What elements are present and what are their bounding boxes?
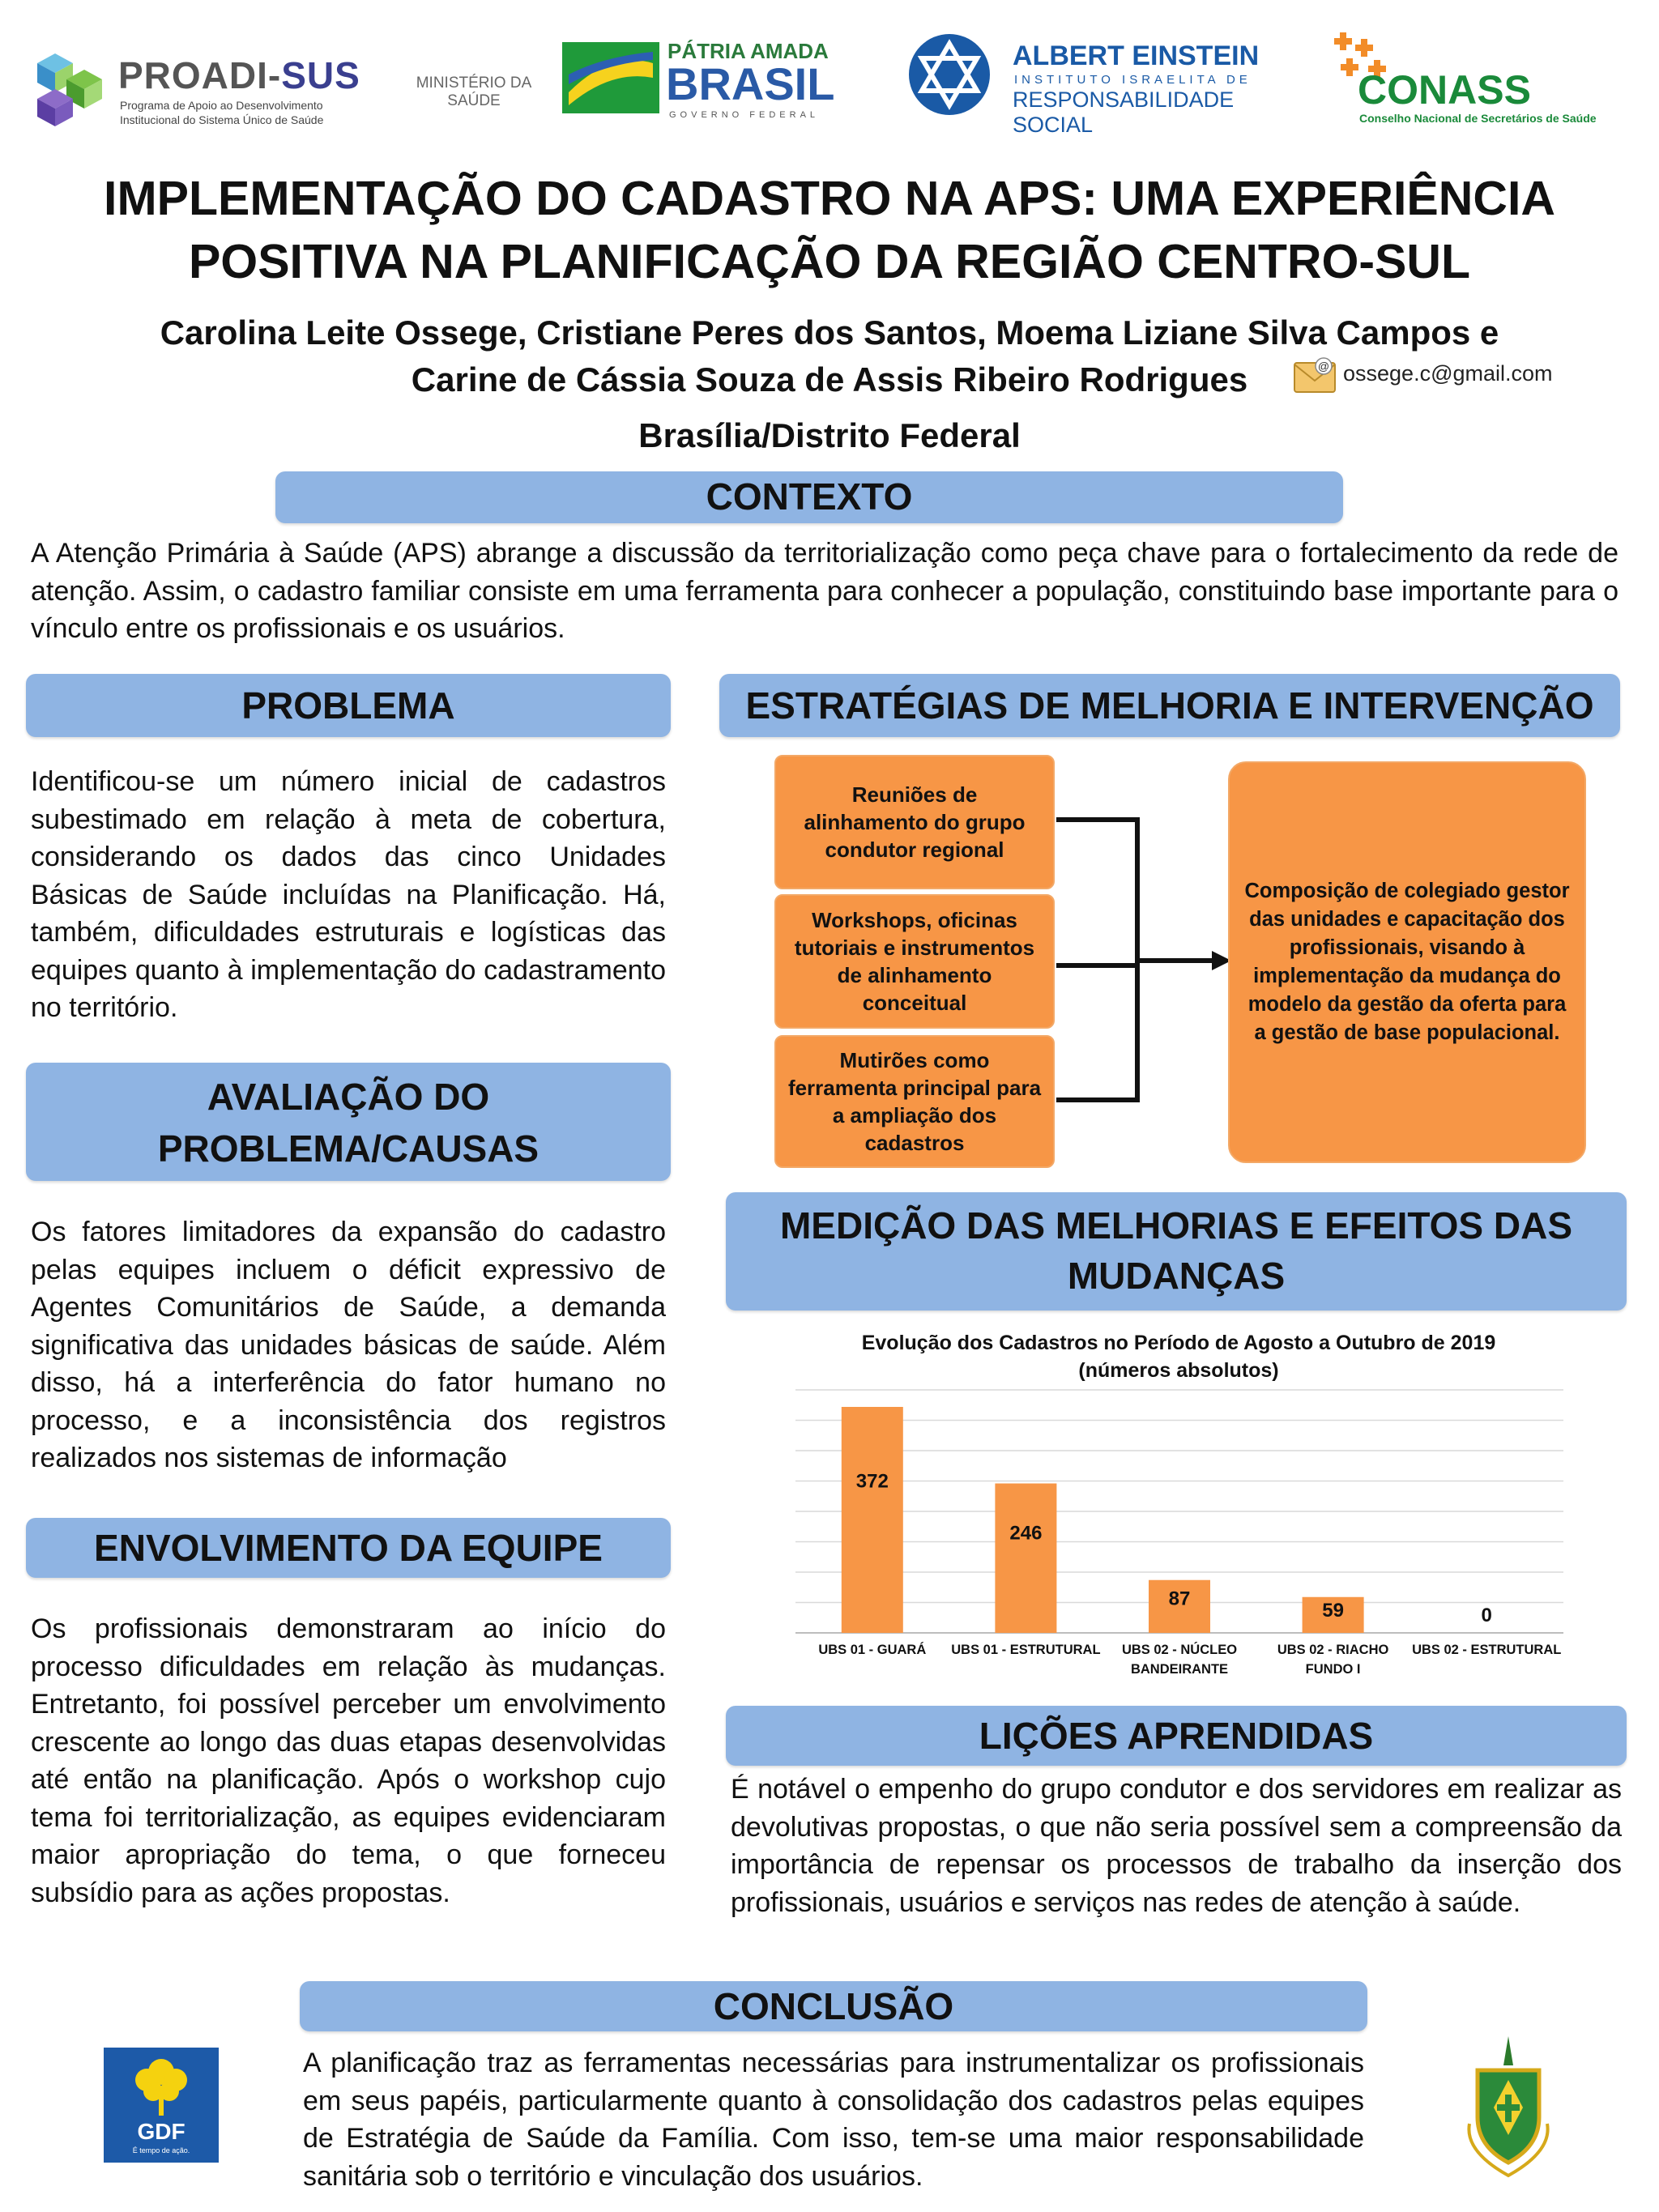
medicao-heading-line-1: MEDIÇÃO DAS MELHORIAS E EFEITOS DAS	[779, 1204, 1573, 1247]
gdf-tagline: É tempo de ação.	[132, 2146, 190, 2154]
chart-data-label: 372	[855, 1470, 889, 1493]
conass-name: CONASS	[1358, 67, 1531, 113]
chart-plot-area	[778, 1325, 1580, 1690]
conclusao-text: A planificação traz as ferramentas necessárias para instrumentalizar os profissionais em seus papéis, particularmente quanto à consolidação dos cadastros pelas equipes de Estratégia de Saúde da Família. Com isso, tem-se uma maior responsabilidade sanitária sob o território e vinculação dos usuários.	[303, 2048, 1364, 2192]
gdf-label: GDF	[137, 2119, 186, 2144]
chart-bar	[995, 1484, 1056, 1634]
patria-amada-brasil-logo	[559, 34, 834, 123]
section-header-conclusao: CONCLUSÃO	[300, 1981, 1367, 2031]
chart-data-label: 246	[1009, 1522, 1043, 1545]
strategy-result-box: Composição de colegiado gestor das unidades e capacitação dos profissionais, visando à implementação da mudança do modelo da gestão da oferta para a gestão de base populacional.	[1228, 761, 1586, 1163]
envolvimento-text: Os profissionais demonstraram ao início do processo dificuldades em relação às mudanças. Entretanto, foi possível perceber um envolvimento crescente ao longo das duas etapas desenvolvidas até então na planificação. Após o workshop cujo tema foi territorialização, as equipes evidenciaram maior apropriação do tema, o que forneceu subsídio para as ações propostas.	[31, 1613, 666, 1908]
chart-category-label: UBS 02 - NÚCLEO	[1121, 1643, 1238, 1657]
einstein-line3: RESPONSABILIDADE SOCIAL	[1013, 87, 1235, 137]
chart-bar	[842, 1407, 903, 1633]
strategy-flow-arrows	[1053, 802, 1233, 1110]
einstein-star-icon	[907, 32, 992, 117]
proadi-sus-logo	[31, 47, 371, 136]
authors-line-1: Carolina Leite Ossege, Cristiane Peres dos Santos, Moema Liziane Silva Campos e	[160, 313, 1499, 352]
authors	[0, 309, 1659, 403]
strategy-box-reunioes: Reuniões de alinhamento do grupo condutor regional	[774, 755, 1055, 889]
section-header-envolvimento: ENVOLVIMENTO DA EQUIPE	[26, 1518, 671, 1578]
chart-data-label: 0	[1481, 1605, 1492, 1626]
df-coat-of-arms-icon	[1460, 2033, 1557, 2179]
title-line-1: IMPLEMENTAÇÃO DO CADASTRO NA APS: UMA EXPERIÊNCIA	[104, 172, 1555, 225]
bar-chart	[778, 1325, 1580, 1690]
section-header-avaliacao	[26, 1063, 671, 1181]
chart-category-label: UBS 02 - ESTRUTURAL	[1412, 1643, 1562, 1657]
avaliacao-heading-line-2: PROBLEMA/CAUSAS	[157, 1127, 539, 1170]
chart-data-label: 87	[1168, 1588, 1191, 1610]
proadi-name-bold: SUS	[281, 54, 360, 96]
section-header-estrategias: ESTRATÉGIAS DE MELHORIA E INTERVENÇÃO	[719, 674, 1620, 737]
einstein-line1: ALBERT EINSTEIN	[1013, 40, 1260, 71]
chart-category-label: UBS 01 - GUARÁ	[818, 1643, 927, 1657]
patria-line1: PÁTRIA AMADA	[667, 39, 829, 63]
chart-data-label: 59	[1322, 1599, 1344, 1622]
proadi-cubes-icon	[31, 50, 109, 128]
section-header-licoes: LIÇÕES APRENDIDAS	[726, 1706, 1627, 1766]
ministerio-saude-logo	[409, 75, 539, 120]
section-header-problema: PROBLEMA	[26, 674, 671, 737]
chart-category-label: FUNDO I	[1305, 1662, 1361, 1677]
gdf-logo	[104, 2048, 219, 2163]
email-envelope-icon	[1293, 356, 1337, 394]
chart-category-label: UBS 02 - RIACHO	[1277, 1643, 1389, 1657]
conass-subtitle: Conselho Nacional de Secretários de Saúde	[1359, 112, 1597, 125]
authors-line-2: Carine de Cássia Souza de Assis Ribeiro Rodrigues	[411, 360, 1248, 399]
licoes-text: É notável o empenho do grupo condutor e dos servidores em realizar as devolutivas propostas, o que não seria possível sem a compreensão da importância de repensar os processos de trabalho da inserção dos profissionais, usuários e serviços nas redes de atenção à saúde.	[731, 1774, 1622, 1918]
strategy-box-mutiroes: Mutirões como ferramenta principal para a ampliação dos cadastros	[774, 1035, 1055, 1168]
einstein-line2: INSTITUTO ISRAELITA DE	[1014, 73, 1252, 87]
title-line-2: POSITIVA NA PLANIFICAÇÃO DA REGIÃO CENTRO-SUL	[188, 235, 1471, 288]
conass-logo	[1328, 31, 1636, 128]
author-email: ossege.c@gmail.com	[1343, 361, 1553, 386]
avaliacao-heading-line-1: AVALIAÇÃO DO	[207, 1076, 490, 1118]
section-header-contexto: CONTEXTO	[275, 471, 1343, 523]
section-header-medicao	[726, 1192, 1627, 1311]
patria-line3: GOVERNO FEDERAL	[669, 110, 820, 120]
proadi-name: PROADI-	[118, 54, 282, 96]
proadi-subtitle-2: Institucional do Sistema Único de Saúde	[120, 113, 324, 126]
chart-subtitle: (números absolutos)	[1078, 1359, 1279, 1382]
albert-einstein-logo	[907, 31, 1280, 137]
chart-category-label: UBS 01 - ESTRUTURAL	[951, 1643, 1101, 1657]
ipe-tree-icon	[129, 2054, 194, 2117]
medicao-heading-line-2: MUDANÇAS	[1067, 1255, 1286, 1297]
location: Brasília/Distrito Federal	[638, 416, 1021, 454]
patria-line2: BRASIL	[666, 58, 835, 109]
proadi-subtitle-1: Programa de Apoio ao Desenvolvimento	[120, 99, 323, 112]
ministerio-line1: MINISTÉRIO DA	[416, 75, 532, 92]
chart-category-label: BANDEIRANTE	[1130, 1662, 1229, 1677]
strategy-box-workshops: Workshops, oficinas tutoriais e instrumentos de alinhamento conceitual	[774, 894, 1055, 1029]
ministerio-line2: SAÚDE	[447, 92, 501, 109]
avaliacao-text: Os fatores limitadores da expansão do cadastro pelas equipes incluem o déficit expressivo de Agentes Comunitários de Saúde, a demanda significativa das unidades básicas de saúde. Além disso, há a interferência do fator humano no processo, e a inconsistência dos registros realizados nos sistemas de informação	[31, 1217, 666, 1473]
poster-title	[0, 167, 1659, 293]
chart-title: Evolução dos Cadastros no Período de Agosto a Outubro de 2019	[861, 1332, 1496, 1354]
contexto-text: A Atenção Primária à Saúde (APS) abrange a discussão da territorialização como peça chave para o fortalecimento da rede de atenção. Assim, o cadastro familiar consiste em uma ferramenta para conhecer a população, constituindo base importante para o vínculo entre os profissionais e os usuários.	[31, 538, 1618, 644]
brazil-flag-icon	[562, 42, 659, 113]
svg-text:@: @	[1317, 360, 1330, 373]
problema-text: Identificou-se um número inicial de cadastros subestimado em relação à meta de cobertura, considerando os dados das cinco Unidades Básicas de Saúde incluídas na Planificação. Há, também, dificuldades estruturais e logísticas das equipes quanto à implementação do cadastramento no território.	[31, 766, 666, 1023]
